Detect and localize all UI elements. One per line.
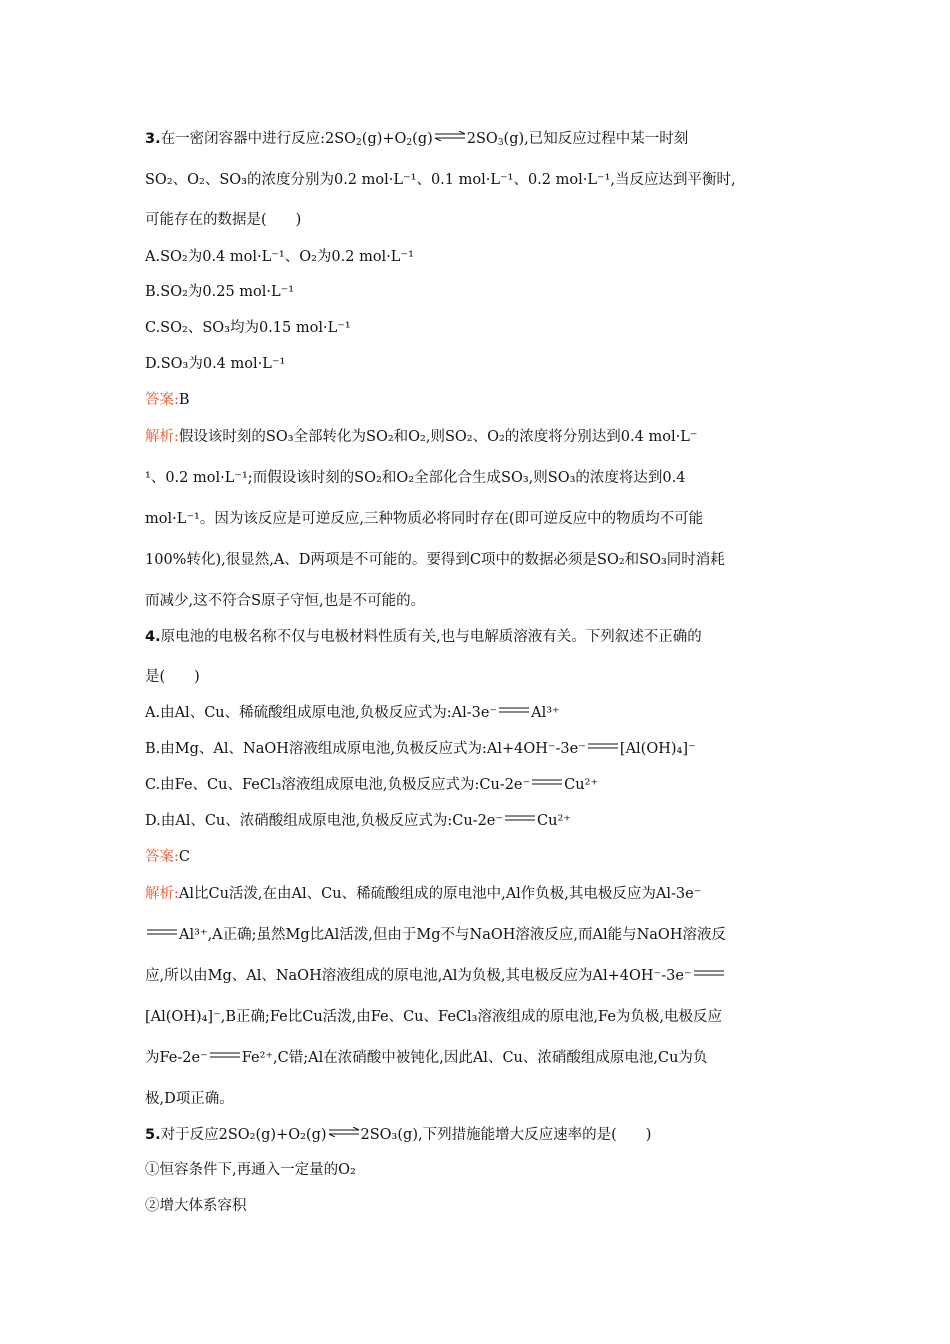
q4-number: 4. [145,629,161,645]
q4-option-a: A.由Al、Cu、稀硫酸组成原电池,负极反应式为:Al-3e⁻ Al³⁺ [145,705,560,721]
reversible-arrow-icon [327,1127,361,1137]
q4-answer [145,847,190,867]
equals-arrow-icon [208,1051,242,1059]
q3-explanation-line1: 解析:假设该时刻的SO₃全部转化为SO₂和O₂,则SO₂、O₂的浓度将分别达到0.4 mol·L⁻ [145,429,698,445]
q3-answer [145,390,190,410]
q4-explanation-line3: 应,所以由Mg、Al、NaOH溶液组成的原电池,Al为负极,其电极反应为Al+4OH⁻-3e⁻ [145,966,726,986]
q5-number: 5. [145,1127,161,1143]
q3-explanation-line2: ¹、0.2 mol·L⁻¹;而假设该时刻的SO₂和O₂全部化合生成SO₃,则SO₃的浓度将达到0.4 [145,470,686,486]
q4-explanation-line4: [Al(OH)₄]⁻,B正确;Fe比Cu活泼,由Fe、Cu、FeCl₃溶液组成的原电池,Fe为负极,电极反应 [145,1009,723,1025]
equals-arrow-icon [692,969,726,977]
q3-stem-line2: SO₂、O₂、SO₃的浓度分别为0.2 mol·L⁻¹、0.1 mol·L⁻¹、0.2 mol·L⁻¹,当反应达到平衡时, [145,172,736,188]
answer-label: 答案: [145,849,179,865]
q3-option-d: D.SO₃为0.4 mol·L⁻¹ [145,356,286,372]
q3-stem-line3: 可能存在的数据是( ) [145,212,302,228]
q4-explanation-line5: 为Fe-2e⁻ Fe²⁺,C错;Al在浓硝酸中被钝化,因此Al、Cu、浓硝酸组成原电池,Cu为负 [145,1050,708,1066]
q3-explanation-line4: 100%转化),很显然,A、D两项是不可能的。要得到C项中的数据必须是SO₂和SO₃同时消耗 [145,552,725,568]
q4-option-b: B.由Mg、Al、NaOH溶液组成原电池,负极反应式为:Al+4OH⁻-3e⁻ [Al(OH)₄]⁻ [145,741,696,757]
equals-arrow-icon [145,928,179,936]
answer-value: B [178,392,190,408]
q3-number: 3. [145,131,161,147]
explanation-label: 解析: [145,429,179,445]
q3-stem-line1: 3.在一密闭容器中进行反应$:2SO_2(g)+O_2(g)$ $2SO_3(g)$,已知反应过程中某一时刻 [145,131,689,148]
explanation-label: 解析: [145,886,179,902]
q3-explanation-line5: 而减少,这不符合S原子守恒,也是不可能的。 [145,593,426,609]
q4-explanation-line1: 解析:Al比Cu活泼,在由Al、Cu、稀硫酸组成的原电池中,Al作负极,其电极反应为Al-3e⁻ [145,886,702,902]
q4-stem-line1: 4.原电池的电极名称不仅与电极材料性质有关,也与电解质溶液有关。下列叙述不正确的 [145,629,702,645]
q3-option-b: B.SO₂为0.25 mol·L⁻¹ [145,284,295,300]
equals-arrow-icon [503,814,537,822]
q5-item-2: ②增大体系容积 [145,1198,247,1214]
equals-arrow-icon [586,742,620,750]
q5-item-1: ①恒容条件下,再通入一定量的O₂ [145,1162,356,1178]
q4-option-c: C.由Fe、Cu、FeCl₃溶液组成原电池,负极反应式为:Cu-2e⁻ Cu²⁺ [145,777,599,793]
q3-explanation-line3: mol·L⁻¹。因为该反应是可逆反应,三种物质必将同时存在(即可逆反应中的物质均不可能 [145,511,704,527]
q4-explanation-line6: 极,D项正确。 [145,1091,234,1107]
q4-option-d: D.由Al、Cu、浓硝酸组成原电池,负极反应式为:Cu-2e⁻ Cu²⁺ [145,813,571,829]
q4-stem-line2: 是( ) [145,669,200,685]
q3-option-c: C.SO₂、SO₃均为0.15 mol·L⁻¹ [145,320,351,336]
answer-label: 答案: [145,392,179,408]
q4-explanation-line2: Al³⁺,A正确;虽然Mg比Al活泼,但由于Mg不与NaOH溶液反应,而Al能与NaOH溶液反 [145,925,726,945]
answer-value: C [178,849,190,865]
equals-arrow-icon [497,706,531,714]
equals-arrow-icon [530,778,564,786]
q3-option-a: A.SO₂为0.4 mol·L⁻¹、O₂为0.2 mol·L⁻¹ [145,249,414,265]
reversible-arrow-icon [433,131,467,141]
q5-stem-line1: 5.对于反应2SO₂(g)+O₂(g) 2SO₃(g),下列措施能增大反应速率的是( ) [145,1127,652,1143]
